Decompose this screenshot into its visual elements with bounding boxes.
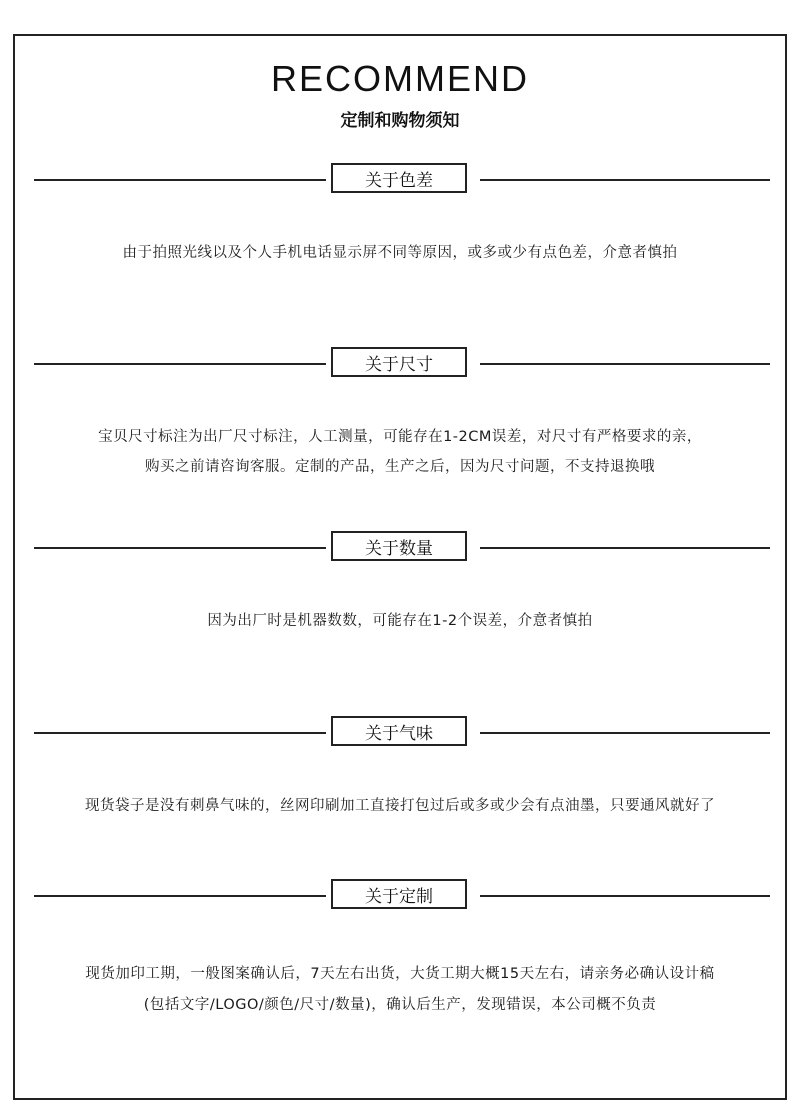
divider-left bbox=[34, 363, 326, 365]
section-text-line: 购买之前请咨询客服。定制的产品，生产之后，因为尺寸问题，不支持退换哦 bbox=[145, 459, 655, 475]
section-heading: 关于尺寸 bbox=[331, 347, 467, 377]
page-border bbox=[13, 34, 787, 1100]
divider-left bbox=[34, 179, 326, 181]
divider-right bbox=[480, 179, 770, 181]
divider-right bbox=[480, 732, 770, 734]
section-text-line: 现货加印工期，一般图案确认后，7天左右出货，大货工期大概15天左右，请亲务必确认设计稿 bbox=[85, 966, 715, 982]
section-heading: 关于气味 bbox=[331, 716, 467, 746]
section-text-line: (包括文字/LOGO/颜色/尺寸/数量)，确认后生产，发现错误，本公司概不负责 bbox=[143, 997, 657, 1013]
divider-right bbox=[480, 547, 770, 549]
page-subtitle: 定制和购物须知 bbox=[340, 111, 460, 131]
section-text-line: 宝贝尺寸标注为出厂尺寸标注，人工测量，可能存在1-2CM误差，对尺寸有严格要求的亲， bbox=[98, 429, 702, 445]
page-title: RECOMMEND bbox=[271, 58, 529, 99]
section-text-line: 由于拍照光线以及个人手机电话显示屏不同等原因，或多或少有点色差，介意者慎拍 bbox=[122, 245, 678, 261]
divider-left bbox=[34, 895, 326, 897]
section-text-line: 现货袋子是没有刺鼻气味的，丝网印刷加工直接打包过后或多或少会有点油墨，只要通风就好了 bbox=[85, 798, 715, 814]
divider-left bbox=[34, 547, 326, 549]
divider-left bbox=[34, 732, 326, 734]
divider-right bbox=[480, 363, 770, 365]
section-heading: 关于数量 bbox=[331, 531, 467, 561]
section-text-line: 因为出厂时是机器数数，可能存在1-2个误差，介意者慎拍 bbox=[207, 613, 593, 629]
section-heading: 关于色差 bbox=[331, 163, 467, 193]
divider-right bbox=[480, 895, 770, 897]
section-heading: 关于定制 bbox=[331, 879, 467, 909]
